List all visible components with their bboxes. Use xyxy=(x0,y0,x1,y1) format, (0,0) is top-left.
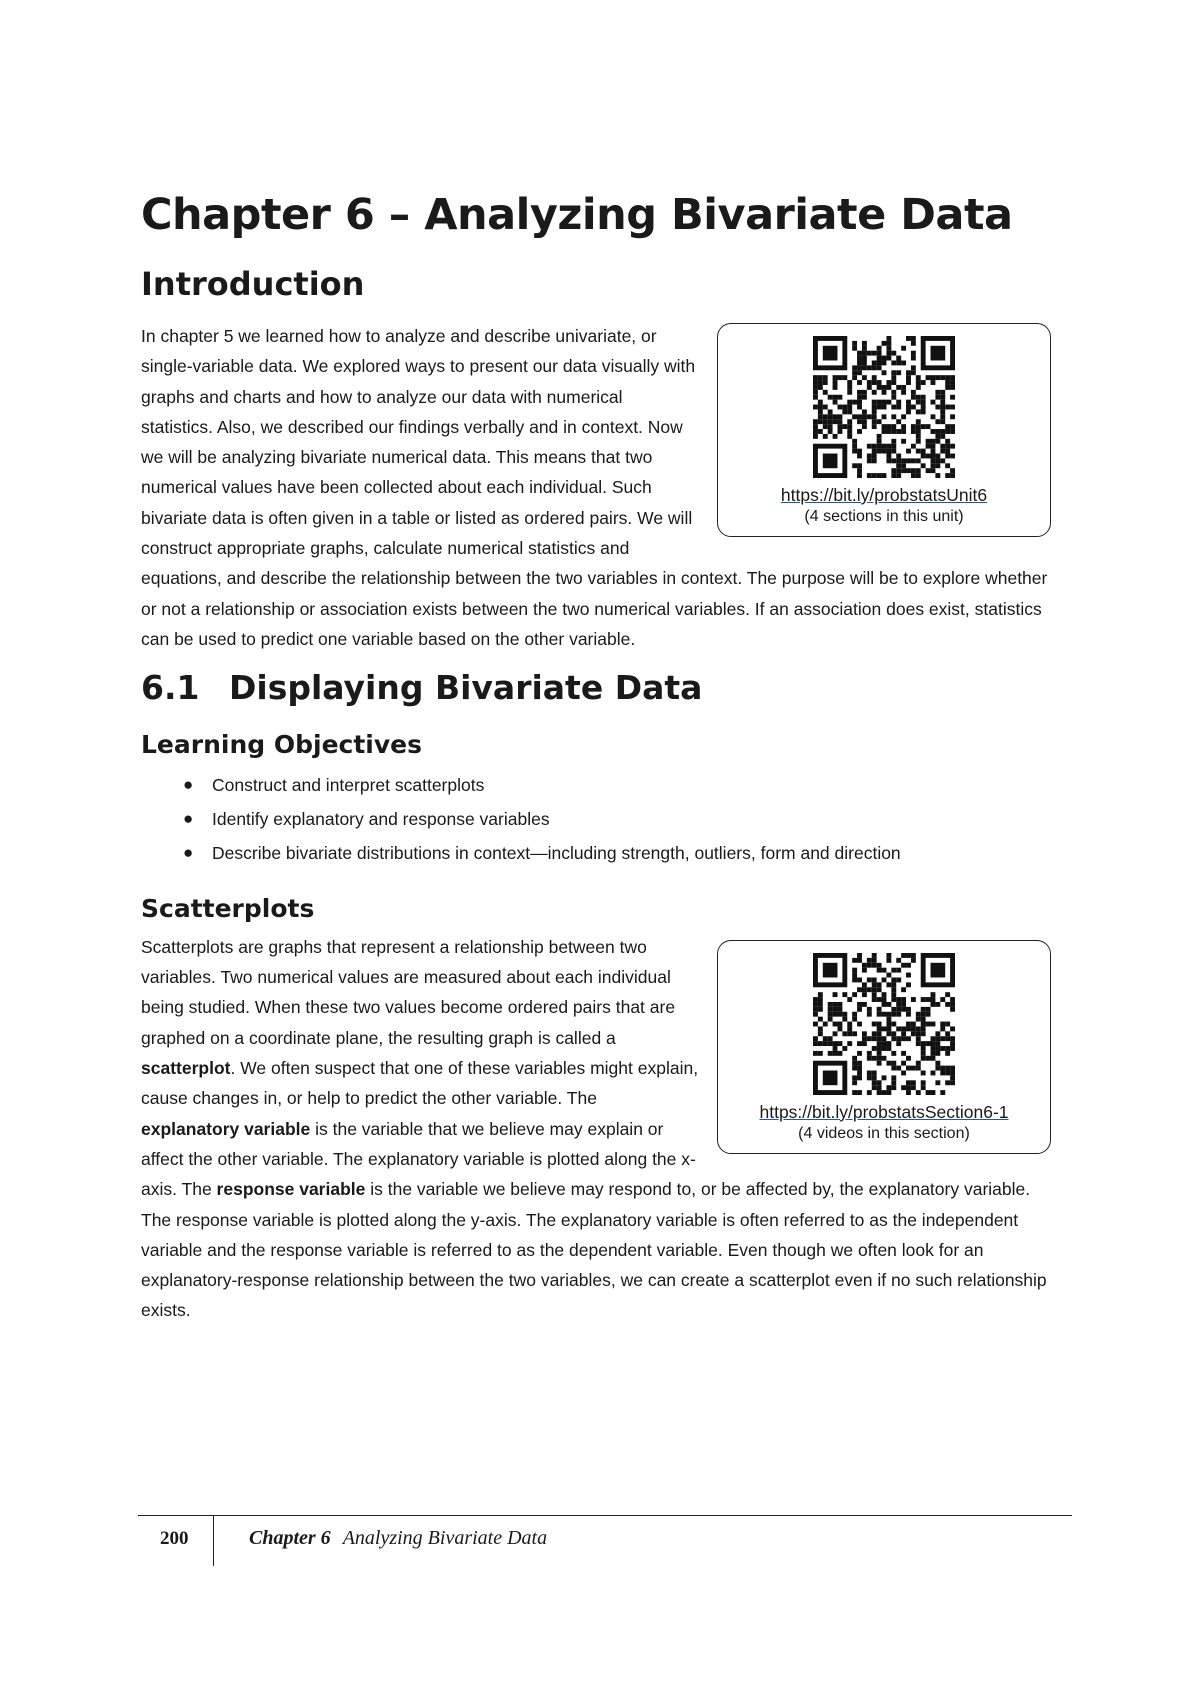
term-explanatory-variable: explanatory variable xyxy=(141,1118,311,1139)
unit-qr-link[interactable]: https://bit.ly/probstatsUnit6 xyxy=(780,484,988,505)
footer-divider xyxy=(213,1516,214,1566)
unit-qr-note: (4 sections in this unit) xyxy=(804,507,964,525)
section-heading xyxy=(141,668,1051,708)
term-response-variable: response variable xyxy=(216,1179,366,1200)
scatterplots-text: . We often suspect that one of these variables might explain, cause changes in, or help to predict the other variable. The xyxy=(141,1058,699,1109)
scatterplots-text: is the variable that we believe may explain or affect the other variable. The explanatory variable is plotted along the x-axis. The xyxy=(141,1118,696,1200)
introduction-heading: Introduction xyxy=(141,264,365,303)
bullet-icon: ● xyxy=(183,808,194,828)
objective-text: Describe bivariate distributions in context—including strength, outliers, form and direction xyxy=(212,842,901,863)
qr-code-icon xyxy=(813,336,955,478)
page-content xyxy=(141,190,1051,1326)
scatterplots-text: is the variable we believe may respond to, or be affected by, the explanatory variable. The response variable is plotted along the y-axis. The explanatory variable is often referred to as the independent variable and the response variable is referred to as the dependent variable. Even though we often look for an explanatory-response relationship between the two variables, we can create a scatterplot even if no such relationship exists. xyxy=(141,1179,1047,1321)
list-item xyxy=(141,768,1051,802)
scatterplots-text: Scatterplots are graphs that represent a relationship between two variables. Two numerical values are measured about each individual being studied. When these two values become ordered pairs that are graphed on a coordinate plane, the resulting graph is called a xyxy=(141,936,676,1048)
list-item xyxy=(141,802,1051,836)
section-qr-link[interactable]: https://bit.ly/probstatsSection6-1 xyxy=(759,1101,1009,1122)
footer-chapter-title: Analyzing Bivariate Data xyxy=(342,1527,548,1549)
footer-rule xyxy=(138,1515,1072,1516)
list-item xyxy=(141,836,1051,870)
term-scatterplot: scatterplot xyxy=(141,1058,231,1079)
objective-text: Construct and interpret scatterplots xyxy=(212,774,485,795)
section-qr-note: (4 videos in this section) xyxy=(798,1124,970,1142)
learning-objectives-heading: Learning Objectives xyxy=(141,729,422,759)
learning-objectives-list xyxy=(141,768,1051,870)
scatterplots-paragraph xyxy=(141,932,1051,1326)
introduction-paragraph: In chapter 5 we learned how to analyze and describe univariate, or single-variable data. We explored ways to present our data visually with graphs and charts and how to analyze our data with numerical statistics. Also, we described our findings verbally and in context. Now we will be analyzing bivariate numerical data. This means that two numerical values have been collected about each individual. Such bivariate data is often given in a table or listed as ordered pairs. We will construct appropriate graphs, calculate numerical statistics and equations, and describe the relationship between the two variables in context. The purpose will be to explore whether or not a relationship or association exists between the two numerical variables. If an association does exist, statistics can be used to predict one variable based on the other variable. xyxy=(141,325,1048,649)
objective-text: Identify explanatory and response variables xyxy=(212,808,550,829)
scatterplots-heading: Scatterplots xyxy=(141,893,315,923)
chapter-title: Chapter 6 – Analyzing Bivariate Data xyxy=(141,190,1013,240)
section-number: 6.1 xyxy=(141,668,200,708)
section-title: Displaying Bivariate Data xyxy=(229,668,703,708)
footer-page-number: 200 xyxy=(160,1528,189,1549)
bullet-icon: ● xyxy=(183,842,194,862)
unit-qr-box xyxy=(717,323,1051,537)
footer-chapter xyxy=(249,1527,547,1550)
section-qr-box xyxy=(717,940,1051,1154)
footer-chapter-label: Chapter 6 xyxy=(249,1527,331,1549)
bullet-icon: ● xyxy=(183,774,194,794)
qr-code-icon xyxy=(813,953,955,1095)
